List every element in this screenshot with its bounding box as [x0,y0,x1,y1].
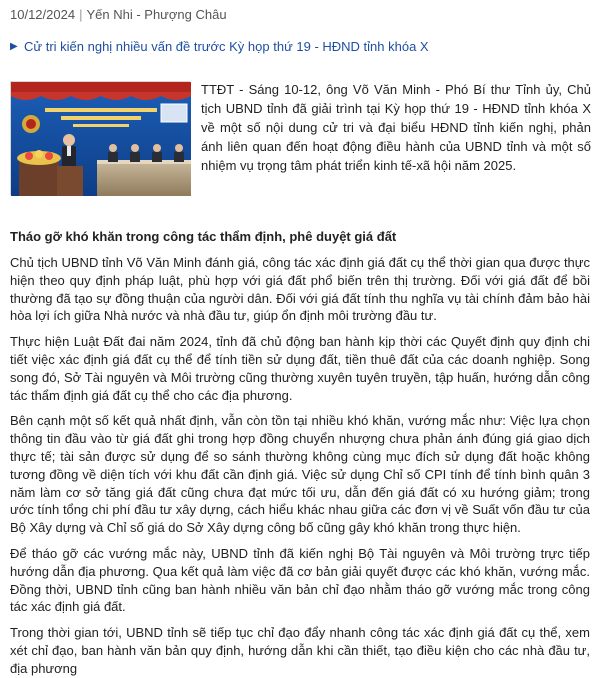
article-paragraph: Chủ tịch UBND tỉnh Võ Văn Minh đánh giá, công tác xác định giá đất cụ thể thời gian qua được thực hiện theo quy định pháp luật, phù hợp với giá đất phổ biến trên thị trường. Đối với giá đất để bồi thường đã tạo sự đồng thuận của người dân. Đối với giá đất tính thu nghĩa vụ tài chính đảm bảo hài hòa lợi ích giữa Nhà nước và nhà đầu tư, giúp ổn định môi trường đầu tư. [10,255,590,324]
article-paragraph: Bên cạnh một số kết quả nhất định, vẫn còn tồn tại nhiều khó khăn, vướng mắc như: Việc lựa chọn thông tin đầu vào từ giá đất ghi trong hợp đồng chuyển nhượng chưa phản ánh đúng giá giao dịch thực tế; tài sản được sử dụng để so sánh thường không cùng mục đích sử dụng đất hoặc không tương đồng về diện tích với khu đất cần định giá. Việc sử dụng Chỉ số CPI tính để tính bình quân 3 năm làm cơ sở tăng giá đất cũng chưa đạt mức tối ưu, dẫn đến giá đất có xu hướng giảm; trong ước tính tổng chi phí đầu tư xây dựng, cách hiểu khác nhau giữa các đơn vị về Suất vốn đầu tư của Bộ Xây dựng và Chỉ số giá do Sở Xây dựng công bố cũng gây khó khăn trong thực hiện. [10,413,590,536]
article-paragraph: Trong thời gian tới, UBND tỉnh sẽ tiếp tục chỉ đạo đẩy nhanh công tác xác định giá đất cụ thể, xem xét chỉ đạo, ban hành văn bản quy định, hướng dẫn khi cần thiết, tạo điều kiện cho các nhà đầu tư, địa phương [10,625,590,676]
photo-illustration [11,82,191,196]
article-meta [10,6,590,24]
meta-separator: | [79,7,83,22]
news-photo[interactable] [10,81,190,195]
article-paragraph: Để tháo gỡ các vướng mắc này, UBND tỉnh đã kiến nghị Bộ Tài nguyên và Môi trường trực tiếp hướng dẫn địa phương. Qua kết quả làm việc đã cơ bản giải quyết được các khó khăn, vướng mắc. Đồng thời, UBND tỉnh cũng ban hành nhiều văn bản chỉ đạo nhằm tháo gỡ vướng mắc trong công tác xác định giá đất. [10,545,590,615]
section-heading: Tháo gỡ khó khăn trong công tác thẩm định, phê duyệt giá đất [10,229,397,244]
chevron-right-icon: ▶ [10,41,18,52]
related-article-title[interactable]: Cử tri kiến nghị nhiều vấn đề trước Kỳ họp thứ 19 - HĐND tỉnh khóa X [24,39,429,54]
article-paragraph: Thực hiện Luật Đất đai năm 2024, tỉnh đã chủ động ban hành kịp thời các Quyết định quy định chi tiết việc xác định giá đất cụ thể để tính tiền sử dụng đất, tiền thuê đất của các doanh nghiệp. Song song đó, Sở Tài nguyên và Môi trường cũng thường xuyên tuyên truyền, tập huấn, hướng dẫn công tác thẩm định giá đất cụ thể cho các địa phương. [10,334,590,403]
article-page [0,6,600,676]
article-lead-text: TTĐT - Sáng 10-12, ông Võ Văn Minh - Phó Bí thư Tỉnh ủy, Chủ tịch UBND tỉnh đã giải trình tại Kỳ họp thứ 19 - HĐND tỉnh khóa X về một số nội dung cử tri và đại biểu HĐND tỉnh kiến nghị, phản ánh liên quan đến hoạt động điều hành của UBND tỉnh và một số nhiệm vụ trọng tâm phát triển kinh tế-xã hội năm 2025. [201,82,591,173]
article-date: 10/12/2024 [10,7,76,22]
related-article-link[interactable] [10,38,590,56]
article-lead [10,81,590,199]
article-authors: Yến Nhi - Phượng Châu [86,7,227,22]
